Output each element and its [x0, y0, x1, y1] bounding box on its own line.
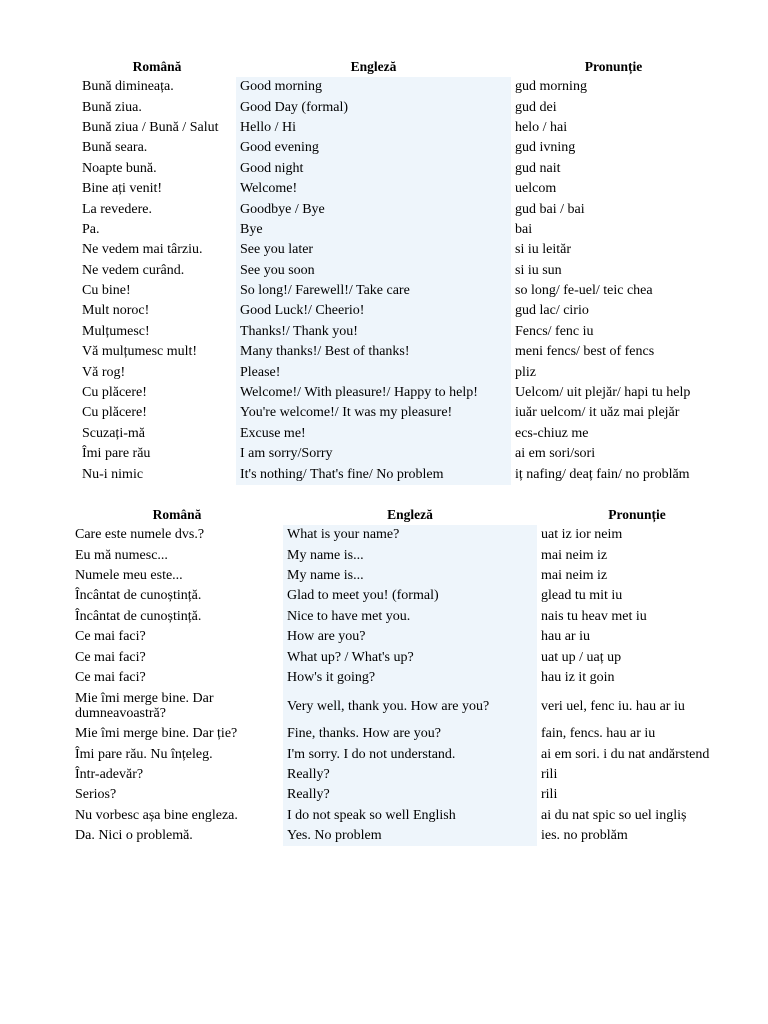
cell-pronunciation: hau ar iu — [541, 629, 590, 645]
cell-romanian: Ce mai faci? — [75, 629, 146, 645]
cell-english: Goodbye / Bye — [236, 199, 511, 219]
header-romanian: Română — [152, 507, 202, 522]
cell-pronunciation: rili — [541, 767, 558, 783]
table-row — [78, 97, 716, 117]
cell-romanian: Pa. — [82, 221, 100, 237]
cell-english: Good Day (formal) — [236, 97, 511, 117]
cell-english: Good night — [236, 159, 511, 179]
cell-pronunciation: Fencs/ fenc iu — [515, 323, 594, 339]
cell-english: I'm sorry. I do not understand. — [283, 745, 537, 765]
cell-pronunciation: uat iz ior neim — [541, 527, 623, 543]
table-row — [78, 179, 716, 199]
cell-pronunciation: nais tu heav met iu — [541, 608, 647, 624]
table-row — [78, 464, 716, 484]
phrase-table-greetings — [78, 57, 716, 485]
cell-romanian: Nu vorbesc așa bine engleza. — [75, 807, 238, 823]
table-row — [78, 383, 716, 403]
cell-romanian: Cu plăcere! — [82, 405, 147, 421]
cell-english: It's nothing/ That's fine/ No problem — [236, 464, 511, 484]
table-row — [78, 220, 716, 240]
cell-romanian: Mulțumesc! — [82, 323, 150, 339]
table-row — [78, 444, 716, 464]
cell-english: Nice to have met you. — [283, 607, 537, 627]
cell-pronunciation: hau iz it goin — [541, 669, 615, 685]
cell-english: What is your name? — [283, 525, 537, 545]
cell-english: My name is... — [283, 566, 537, 586]
cell-romanian: Încântat de cunoștință. — [75, 588, 202, 604]
cell-romanian: Ne vedem curând. — [82, 262, 185, 278]
cell-pronunciation: ies. no problăm — [541, 828, 628, 844]
cell-pronunciation: gud dei — [515, 99, 557, 115]
table-row — [78, 403, 716, 423]
table-row — [71, 586, 737, 606]
cell-english: Good evening — [236, 138, 511, 158]
cell-english: Welcome!/ With pleasure!/ Happy to help! — [236, 383, 511, 403]
cell-english: Really? — [283, 765, 537, 785]
table-row — [78, 118, 716, 138]
cell-romanian: La revedere. — [82, 201, 152, 217]
cell-pronunciation: glead tu mit iu — [541, 588, 623, 604]
cell-english: How's it going? — [283, 668, 537, 688]
cell-romanian: Ce mai faci? — [75, 669, 146, 685]
table-row — [71, 826, 737, 846]
cell-romanian: Mie îmi merge bine. Dar ție? — [75, 726, 238, 742]
table-row — [78, 159, 716, 179]
cell-english: You're welcome!/ It was my pleasure! — [236, 403, 511, 423]
cell-english: Really? — [283, 785, 537, 805]
header-pronunciation: Pronunție — [584, 59, 643, 74]
cell-english: See you later — [236, 240, 511, 260]
cell-pronunciation: so long/ fe-uel/ teic chea — [515, 283, 653, 299]
cell-romanian: Ce mai faci? — [75, 649, 146, 665]
cell-pronunciation: gud lac/ cirio — [515, 303, 589, 319]
cell-romanian: Scuzați-mă — [82, 425, 145, 441]
cell-english: What up? / What's up? — [283, 647, 537, 667]
cell-romanian: Bună ziua / Bună / Salut — [82, 119, 219, 135]
table-row — [71, 566, 737, 586]
cell-pronunciation: meni fencs/ best of fencs — [515, 344, 655, 360]
table-row — [78, 77, 716, 97]
cell-romanian: Bună dimineața. — [82, 79, 174, 95]
table-row — [71, 806, 737, 826]
cell-pronunciation: gud bai / bai — [515, 201, 585, 217]
cell-romanian: Îmi pare rău — [82, 446, 151, 462]
cell-pronunciation: Uelcom/ uit plejăr/ hapi tu help — [515, 385, 691, 401]
table-row — [78, 138, 716, 158]
table-row — [71, 607, 737, 627]
table-row — [71, 785, 737, 805]
cell-pronunciation: bai — [515, 221, 533, 237]
cell-pronunciation: helo / hai — [515, 119, 568, 135]
header-row — [78, 57, 716, 77]
cell-romanian: Vă rog! — [82, 364, 126, 380]
cell-english: My name is... — [283, 545, 537, 565]
cell-english: Excuse me! — [236, 424, 511, 444]
header-row — [71, 505, 737, 525]
cell-pronunciation: ecs-chiuz me — [515, 425, 589, 441]
cell-pronunciation: veri uel, fenc iu. hau ar iu — [541, 698, 685, 714]
cell-english: Thanks!/ Thank you! — [236, 322, 511, 342]
cell-romanian: Mie îmi merge bine. Dar dumneavoastră? — [75, 691, 214, 722]
cell-pronunciation: ai em sori/sori — [515, 446, 596, 462]
table-row — [78, 199, 716, 219]
header-english: Engleză — [387, 507, 433, 522]
table-row — [71, 688, 737, 724]
cell-pronunciation: gud ivning — [515, 140, 576, 156]
table-row — [71, 668, 737, 688]
table-row — [71, 525, 737, 545]
cell-pronunciation: fain, fencs. hau ar iu — [541, 726, 656, 742]
cell-romanian: Într-adevăr? — [75, 767, 144, 783]
header-pronunciation: Pronunție — [608, 507, 666, 522]
cell-romanian: Eu mă numesc... — [75, 547, 168, 563]
table-row — [78, 261, 716, 281]
cell-english: I do not speak so well English — [283, 806, 537, 826]
cell-english: Many thanks!/ Best of thanks! — [236, 342, 511, 362]
cell-english: Yes. No problem — [283, 826, 537, 846]
cell-english: Welcome! — [236, 179, 511, 199]
table-row — [78, 322, 716, 342]
table-row — [78, 362, 716, 382]
cell-pronunciation: iț nafing/ deaț fain/ no problăm — [515, 466, 690, 482]
cell-english: Good Luck!/ Cheerio! — [236, 301, 511, 321]
cell-pronunciation: pliz — [515, 364, 536, 380]
table-row — [71, 647, 737, 667]
cell-pronunciation: rili — [541, 787, 558, 803]
cell-pronunciation: iuăr uelcom/ it uăz mai plejăr — [515, 405, 680, 421]
cell-english: Fine, thanks. How are you? — [283, 724, 537, 744]
cell-english: Please! — [236, 362, 511, 382]
table-row — [78, 424, 716, 444]
cell-english: I am sorry/Sorry — [236, 444, 511, 464]
cell-pronunciation: uat up / uaț up — [541, 649, 622, 665]
cell-romanian: Bine ați venit! — [82, 181, 163, 197]
cell-english: See you soon — [236, 261, 511, 281]
cell-romanian: Bună seara. — [82, 140, 148, 156]
cell-romanian: Cu bine! — [82, 283, 131, 299]
cell-romanian: Cu plăcere! — [82, 385, 147, 401]
table-row — [71, 627, 737, 647]
cell-pronunciation: gud morning — [515, 79, 587, 95]
cell-romanian: Ne vedem mai târziu. — [82, 242, 203, 258]
cell-romanian: Nu-i nimic — [82, 466, 144, 482]
cell-english: Glad to meet you! (formal) — [283, 586, 537, 606]
table-row — [71, 765, 737, 785]
cell-pronunciation: si iu sun — [515, 262, 562, 278]
cell-pronunciation: ai du nat spic so uel ingliș — [541, 807, 687, 823]
cell-english: Bye — [236, 220, 511, 240]
cell-romanian: Bună ziua. — [82, 99, 142, 115]
phrase-table-introductions — [71, 505, 737, 846]
table-row — [78, 342, 716, 362]
cell-pronunciation: si iu leităr — [515, 242, 571, 258]
cell-pronunciation: uelcom — [515, 181, 557, 197]
cell-english: Very well, thank you. How are you? — [283, 688, 537, 724]
cell-romanian: Mult noroc! — [82, 303, 150, 319]
cell-romanian: Îmi pare rău. Nu înțeleg. — [75, 746, 213, 762]
cell-english: So long!/ Farewell!/ Take care — [236, 281, 511, 301]
cell-english: How are you? — [283, 627, 537, 647]
cell-pronunciation: gud nait — [515, 160, 561, 176]
cell-english: Hello / Hi — [236, 118, 511, 138]
cell-pronunciation: mai neim iz — [541, 547, 608, 563]
cell-romanian: Serios? — [75, 787, 117, 803]
cell-romanian: Noapte bună. — [82, 160, 157, 176]
cell-romanian: Încântat de cunoștință. — [75, 608, 202, 624]
header-romanian: Română — [132, 59, 182, 74]
cell-english: Good morning — [236, 77, 511, 97]
cell-pronunciation: ai em sori. i du nat andărstend — [541, 746, 710, 762]
table-row — [78, 301, 716, 321]
cell-pronunciation: mai neim iz — [541, 567, 608, 583]
cell-romanian: Vă mulțumesc mult! — [82, 344, 198, 360]
table-row — [71, 745, 737, 765]
table-row — [78, 281, 716, 301]
header-english: Engleză — [350, 59, 397, 74]
cell-romanian: Care este numele dvs.? — [75, 527, 205, 543]
cell-romanian: Da. Nici o problemă. — [75, 828, 193, 844]
table-row — [71, 545, 737, 565]
table-row — [78, 240, 716, 260]
table-row — [71, 724, 737, 744]
cell-romanian: Numele meu este... — [75, 567, 183, 583]
